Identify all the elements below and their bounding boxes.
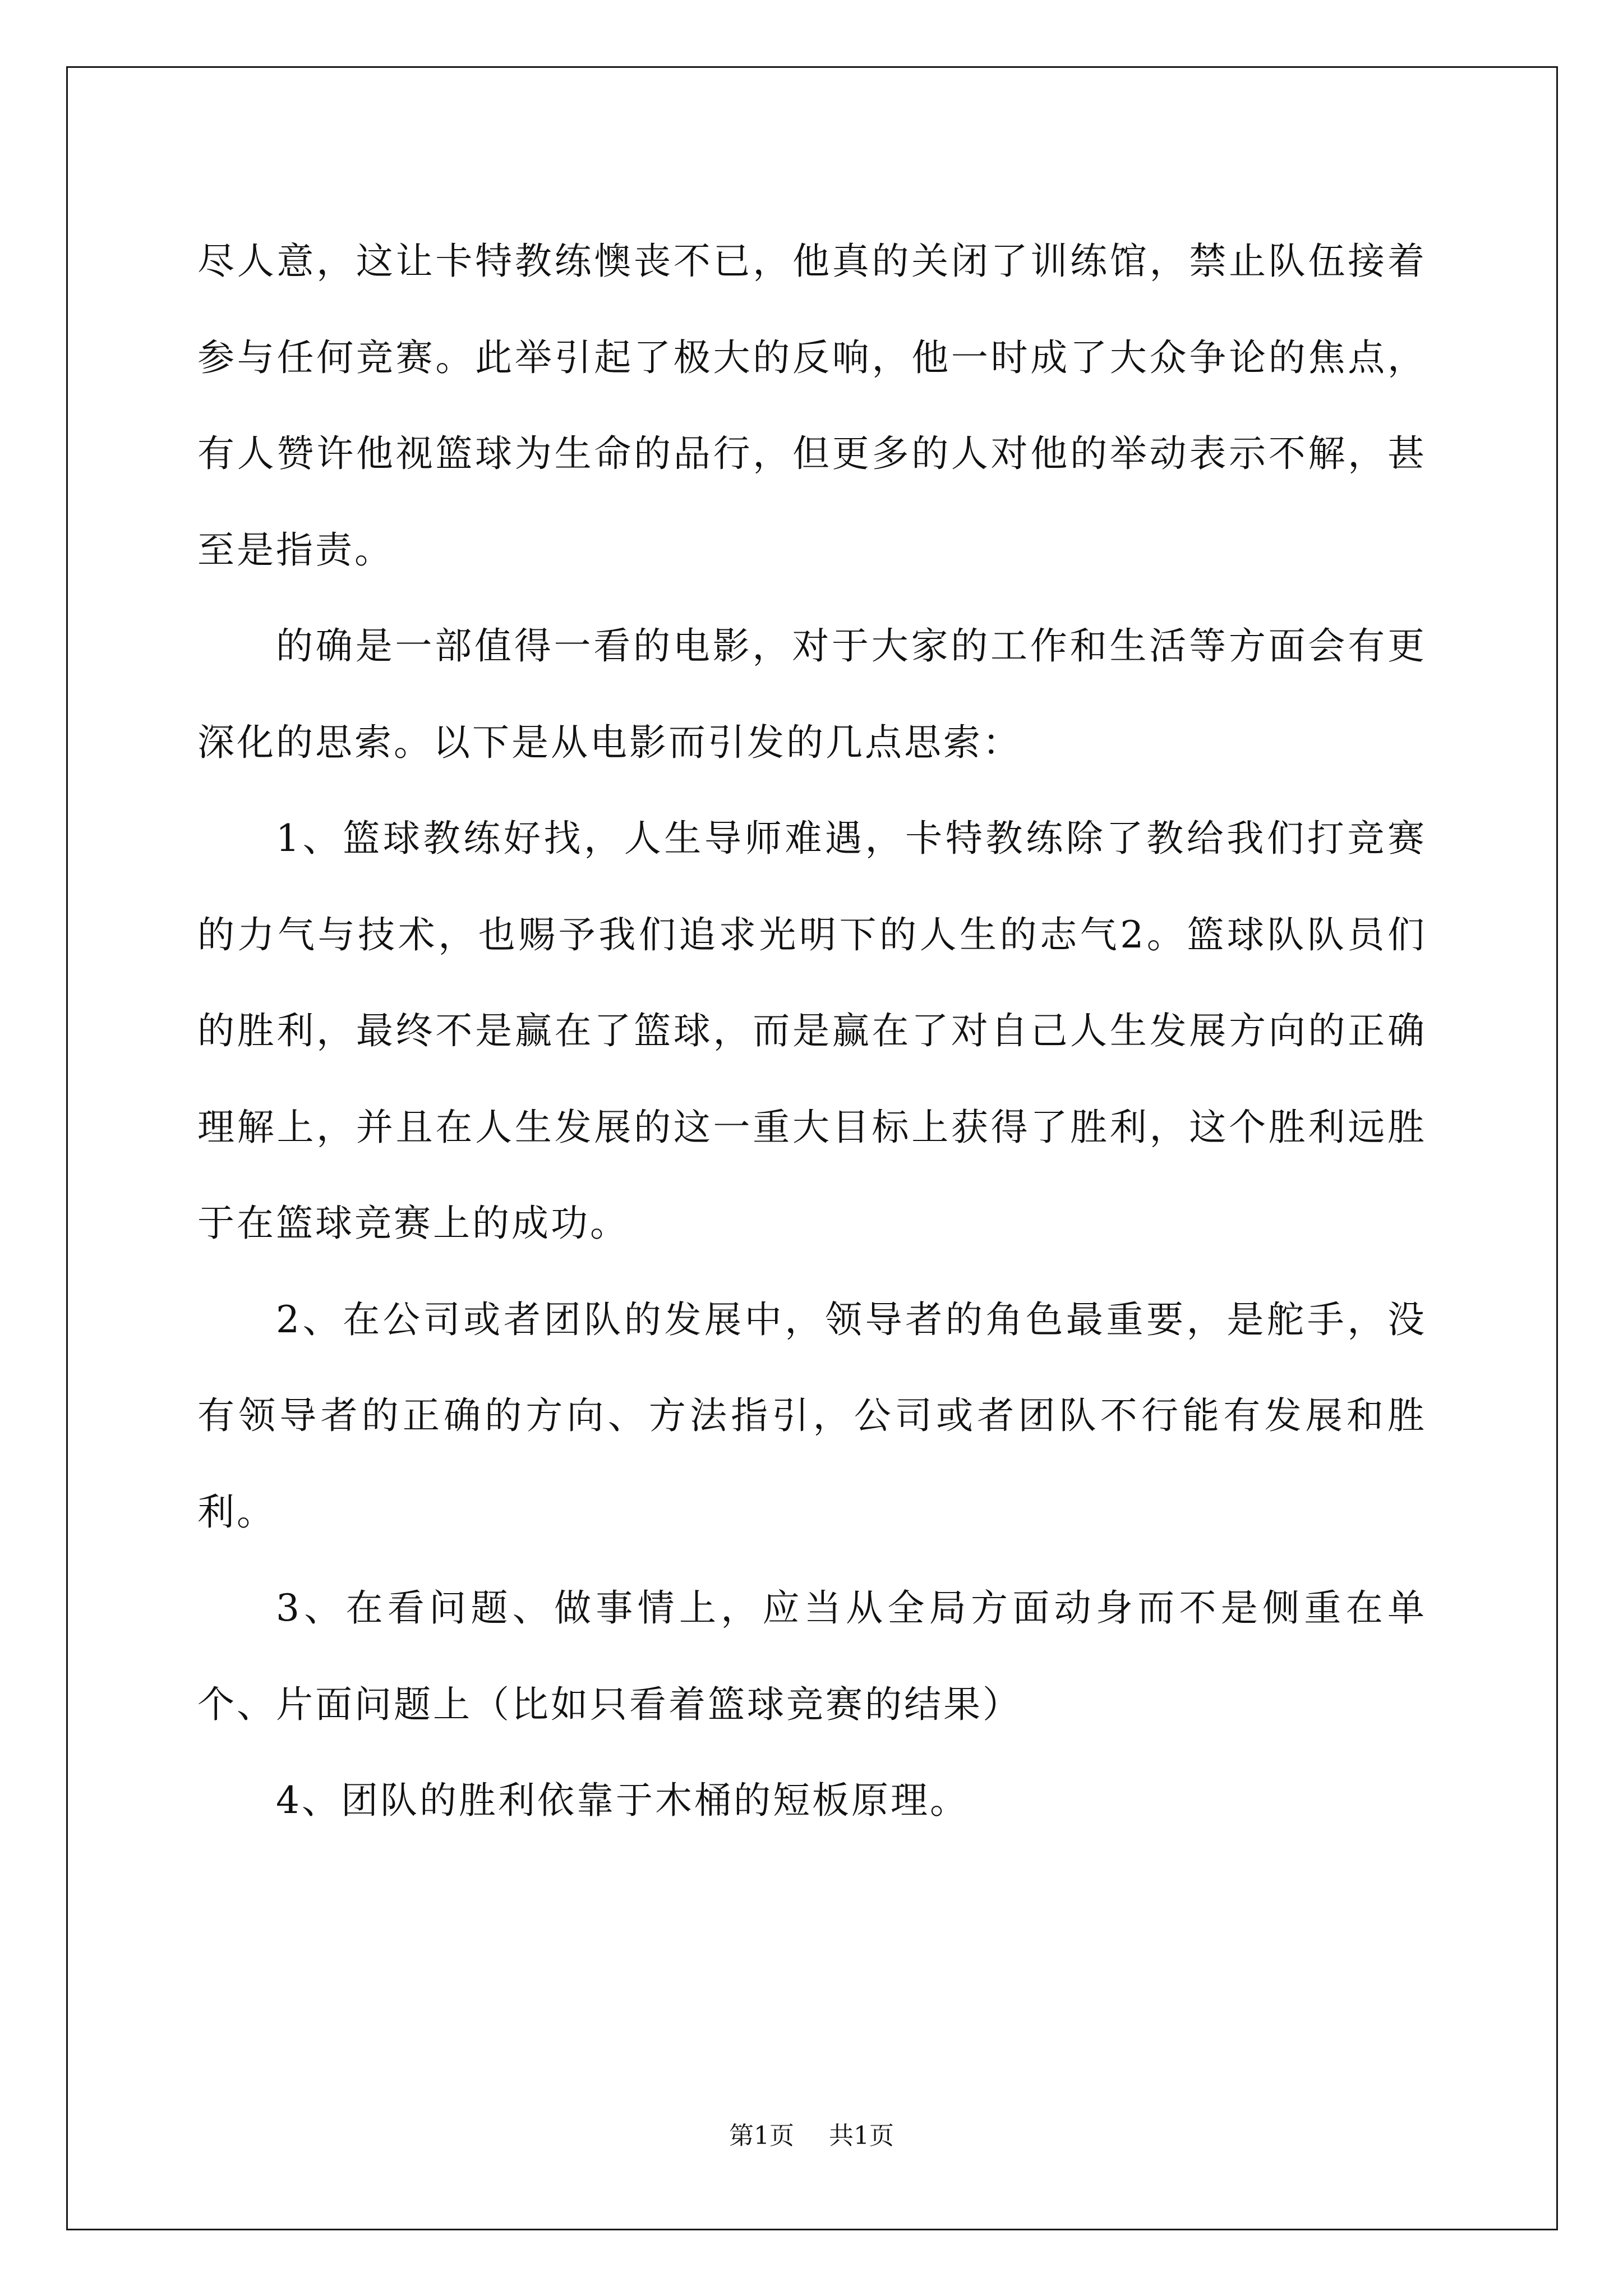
document-body: [197, 213, 1427, 1849]
page-footer: [0, 2120, 1623, 2152]
paragraph-5: 3、在看问题、做事情上，应当从全局方面动身而不是侧重在单个、片面问题上（比如只看着篮球竞赛的结果）: [197, 1586, 1427, 1726]
paragraph-2: 的确是一部值得一看的电影，对于大家的工作和生活等方面会有更深化的思索。以下是从电影而引发的几点思索：: [197, 624, 1427, 764]
paragraph-3: 1、篮球教练好找，人生导师难遇，卡特教练除了教给我们打竞赛的力气与技术，也赐予我们追求光明下的人生的志气2。篮球队队员们的胜利，最终不是赢在了篮球，而是赢在了对自己人生发展方向的正确理解上，并且在人生发展的这一重大目标上获得了胜利，这个胜利远胜于在篮球竞赛上的成功。: [197, 817, 1427, 1245]
paragraph-1: 尽人意，这让卡特教练懊丧不已，他真的关闭了训练馆，禁止队伍接着参与任何竞赛。此举引起了极大的反响，他一时成了大众争论的焦点，有人赞许他视篮球为生命的品行，但更多的人对他的举动表示不解，甚至是指责。: [197, 240, 1427, 572]
page-total: 共1页: [829, 2122, 894, 2150]
paragraph-4: 2、在公司或者团队的发展中，领导者的角色最重要，是舵手，没有领导者的正确的方向、方法指引，公司或者团队不行能有发展和胜利。: [197, 1297, 1427, 1534]
paragraph-6: 4、团队的胜利依靠于木桶的短板原理。: [276, 1779, 969, 1822]
page-number: 第1页: [729, 2122, 794, 2150]
